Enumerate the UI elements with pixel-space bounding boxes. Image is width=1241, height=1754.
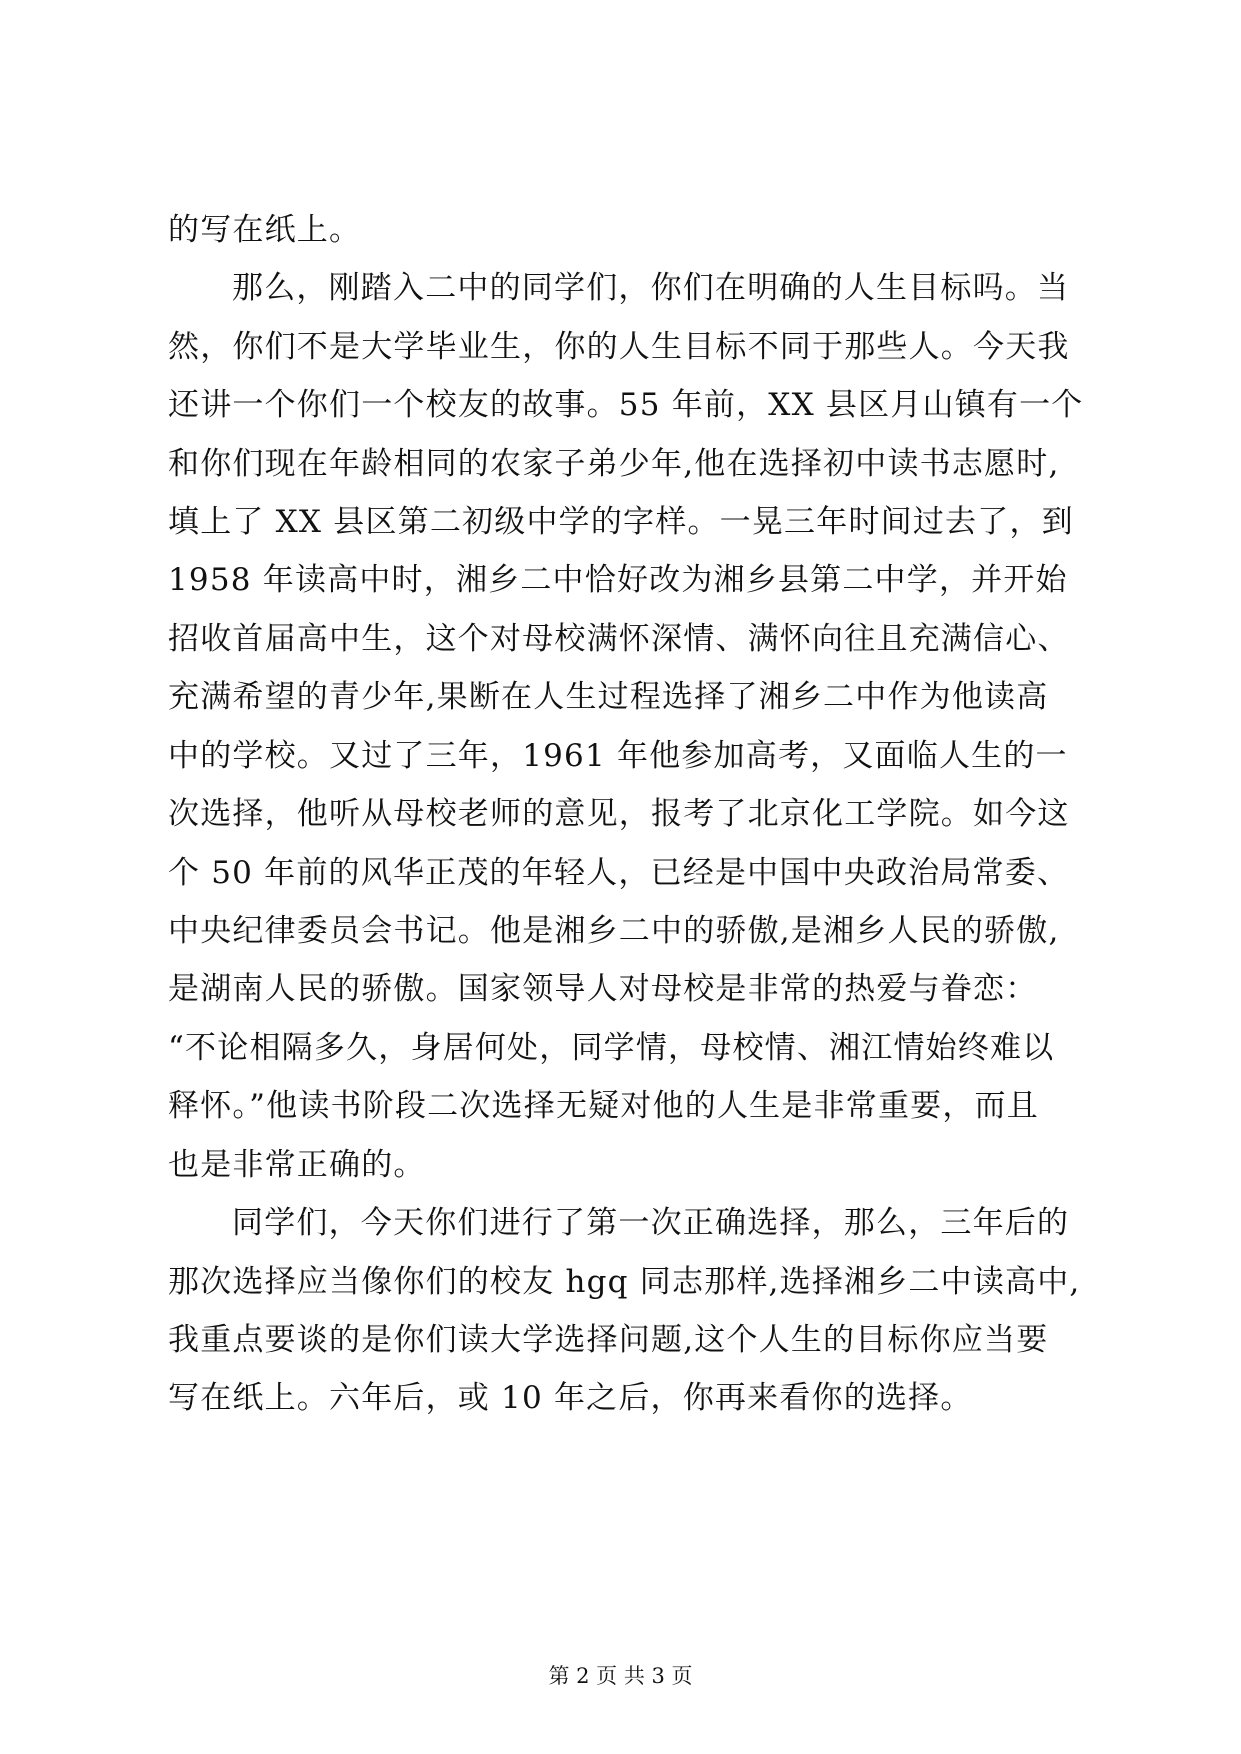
text-line: 也是非常正确的。 (168, 1147, 426, 1183)
text-line: 充满希望的青少年,果断在人生过程选择了湘乡二中作为他读高 (168, 679, 1049, 715)
paragraph-start-line: 同学们，今天你们进行了第一次正确选择，那么，三年后的 (232, 1205, 1070, 1241)
page-footer: 第 2 页 共 3 页 (548, 1664, 693, 1688)
text-line: 那次选择应当像你们的校友 hgq 同志那样,选择湘乡二中读高中, (168, 1264, 1081, 1300)
text-line: 次选择，他听从母校老师的意见，报考了北京化工学院。如今这 (168, 796, 1070, 832)
text-line: 是湖南人民的骄傲。国家领导人对母校是非常的热爱与眷恋： (168, 971, 1038, 1007)
text-line: 写在纸上。六年后，或 10 年之后，你再来看你的选择。 (168, 1380, 973, 1416)
quote-line: “不论相隔多久，身居何处，同学情，母校情、湘江情始终难以 (168, 1030, 1055, 1066)
text-line: 个 50 年前的风华正茂的年轻人，已经是中国中央政治局常委、 (168, 855, 1070, 891)
text-line: 中央纪律委员会书记。他是湘乡二中的骄傲,是湘乡人民的骄傲, (168, 913, 1060, 949)
paragraph-start-line: 那么，刚踏入二中的同学们，你们在明确的人生目标吗。当 (232, 270, 1070, 306)
text-line: 我重点要谈的是你们读大学选择问题,这个人生的目标你应当要 (168, 1322, 1049, 1358)
text-line: 中的学校。又过了三年，1961 年他参加高考，又面临人生的一 (168, 738, 1068, 774)
text-line: 和你们现在年龄相同的农家子弟少年,他在选择初中读书志愿时, (168, 446, 1060, 482)
text-line: 释怀。”他读书阶段二次选择无疑对他的人生是非常重要，而且 (168, 1088, 1039, 1124)
text-line: 然，你们不是大学毕业生，你的人生目标不同于那些人。今天我 (168, 329, 1070, 365)
text-line: 的写在纸上。 (168, 212, 362, 248)
text-line: 招收首届高中生，这个对母校满怀深情、满怀向往且充满信心、 (168, 621, 1070, 657)
text-line: 填上了 XX 县区第二初级中学的字样。一晃三年时间过去了，到 (168, 504, 1074, 540)
text-line: 还讲一个你们一个校友的故事。55 年前，XX 县区月山镇有一个 (168, 387, 1084, 423)
text-line: 1958 年读高中时，湘乡二中恰好改为湘乡县第二中学，并开始 (168, 562, 1068, 598)
